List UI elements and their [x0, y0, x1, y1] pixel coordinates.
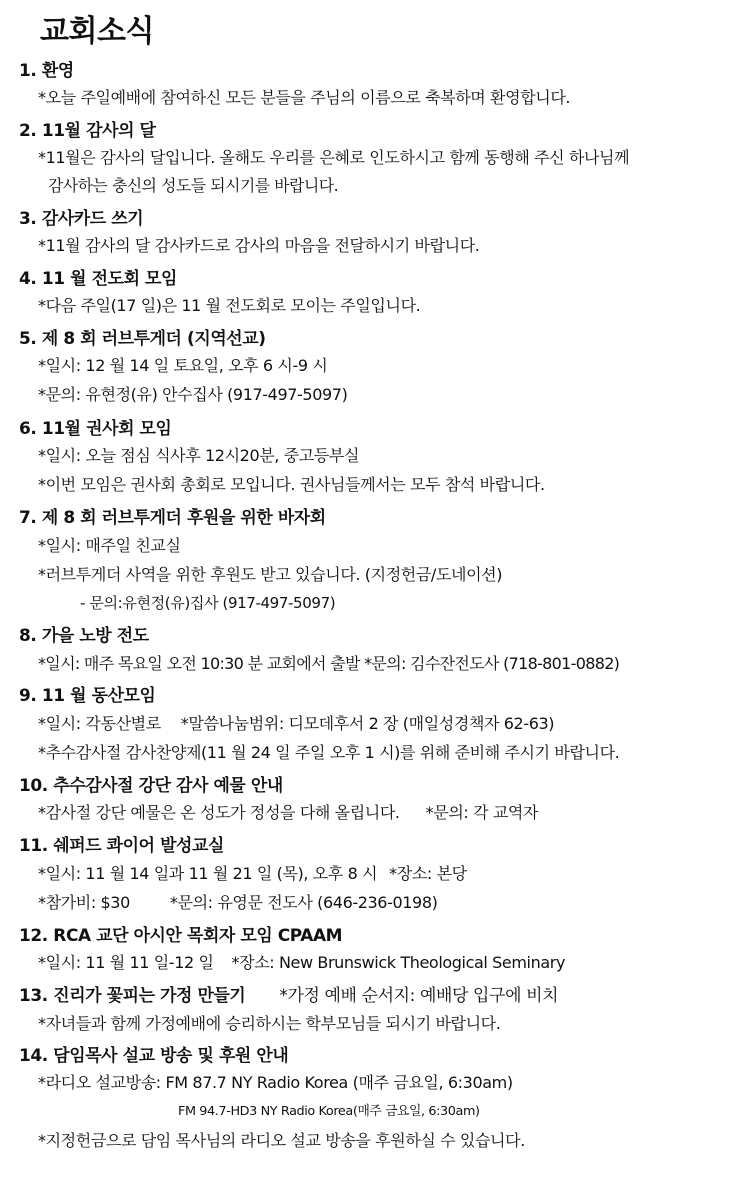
item-5-heading: 5. 제 8 회 러브투게더 (지역선교) — [19, 328, 266, 348]
item-14-heading: 14. 담임목사 설교 방송 및 후원 안내 — [19, 1045, 289, 1065]
item-12-heading: 12. RCA 교단 아시안 목회자 모임 CPAAM — [19, 925, 343, 945]
item-12-location: *장소: New Brunswick Theological Seminary — [231, 953, 566, 972]
item-7-line-1: *일시: 매주일 친교실 — [38, 536, 181, 555]
item-11-heading: 11. 쉐퍼드 콰이어 발성교실 — [19, 835, 224, 855]
item-1-heading: 1. 환영 — [19, 60, 74, 80]
item-10-heading: 10. 추수감사절 강단 감사 예물 안내 — [19, 775, 283, 795]
item-10-offering-note: *감사절 강단 예물은 온 성도가 정성을 다해 올립니다. — [38, 803, 400, 822]
item-14-line-3: *지정헌금으로 담임 목사님의 라디오 설교 방송을 후원하실 수 있습니다. — [38, 1131, 525, 1150]
item-11-contact: *문의: 유영문 전도사 (646-236-0198) — [169, 893, 438, 912]
item-11-line-2 — [38, 891, 745, 915]
item-6-heading: 6. 11월 권사회 모임 — [19, 418, 172, 438]
item-4-line-1: *다음 주일(17 일)은 11 월 전도회로 모이는 주일입니다. — [38, 296, 421, 315]
item-14-line-1: *라디오 설교방송: FM 87.7 NY Radio Korea (매주 금요일, 6:30am) — [38, 1073, 513, 1092]
item-13-line-2: *자녀들과 함께 가정예배에 승리하시는 학부모님들 되시기 바랍니다. — [38, 1014, 501, 1033]
item-13-heading: 13. 진리가 꽃피는 가정 만들기 — [19, 985, 246, 1005]
item-6-line-1: *일시: 오늘 점심 식사후 12시20분, 중고등부실 — [38, 446, 360, 465]
item-11-fee: *참가비: $30 — [38, 893, 130, 912]
item-10-line-1 — [38, 801, 745, 825]
item-2-heading: 2. 11월 감사의 달 — [19, 120, 156, 140]
item-9-line-1 — [38, 712, 745, 736]
item-11-line-1 — [38, 862, 745, 886]
item-12-schedule: *일시: 11 월 11 일-12 일 — [38, 953, 214, 972]
item-14-line-2: FM 94.7-HD3 NY Radio Korea(매주 금요일, 6:30am) — [178, 1104, 480, 1119]
item-7-line-2: *러브투게더 사역을 위한 후원도 받고 있습니다. (지정헌금/도네이션) — [38, 565, 503, 584]
item-2-line-1: *11월은 감사의 달입니다. 올해도 우리를 은혜로 인도하시고 함께 동행해 주신 하나님께 — [38, 148, 630, 167]
item-5-line-2: *문의: 유현정(유) 안수집사 (917-497-5097) — [38, 385, 348, 404]
item-12-line-1 — [38, 951, 745, 975]
item-8-heading: 8. 가을 노방 전도 — [19, 625, 149, 645]
item-9-schedule: *일시: 각동산별로 — [38, 714, 161, 733]
item-11-location: *장소: 본당 — [389, 864, 467, 883]
item-2-line-2: 감사하는 충신의 성도들 되시기를 바랍니다. — [48, 176, 339, 195]
item-6-line-2: *이번 모임은 권사회 총회로 모입니다. 권사님들께서는 모두 참석 바랍니다. — [38, 475, 545, 494]
item-9-line-3: *추수감사절 감사찬양제(11 월 24 일 주일 오후 1 시)를 위해 준비해 주시기 바랍니다. — [38, 743, 620, 762]
item-13-heading-row — [19, 983, 745, 1008]
item-7-heading: 7. 제 8 회 러브투게더 후원을 위한 바자회 — [19, 507, 326, 527]
item-3-line-1: *11월 감사의 달 감사카드로 감사의 마음을 전달하시기 바랍니다. — [38, 236, 480, 255]
item-9-scripture-range: *말씀나눔범위: 디모데후서 2 장 (매일성경책자 62-63) — [180, 714, 555, 733]
item-5-line-1: *일시: 12 월 14 일 토요일, 오후 6 시-9 시 — [38, 356, 328, 375]
item-3-heading: 3. 감사카드 쓰기 — [19, 208, 144, 228]
item-7-line-3: - 문의:유현정(유)집사 (917-497-5097) — [80, 594, 336, 612]
item-4-heading: 4. 11 월 전도회 모임 — [19, 268, 177, 288]
item-13-order-note: *가정 예배 순서지: 예배당 입구에 비치 — [279, 986, 559, 1006]
page-title: 교회소식 — [40, 14, 154, 49]
item-1-line-1: *오늘 주일예배에 참여하신 모든 분들을 주님의 이름으로 축복하며 환영합니다. — [38, 88, 571, 107]
item-10-contact: *문의: 각 교역자 — [425, 803, 539, 822]
item-9-heading: 9. 11 월 동산모임 — [19, 685, 156, 705]
item-11-schedule: *일시: 11 월 14 일과 11 월 21 일 (목), 오후 8 시 — [38, 864, 378, 883]
item-8-line-1: *일시: 매주 목요일 오전 10:30 분 교회에서 출발 *문의: 김수잔전도사 (718-801-0882) — [38, 654, 620, 673]
